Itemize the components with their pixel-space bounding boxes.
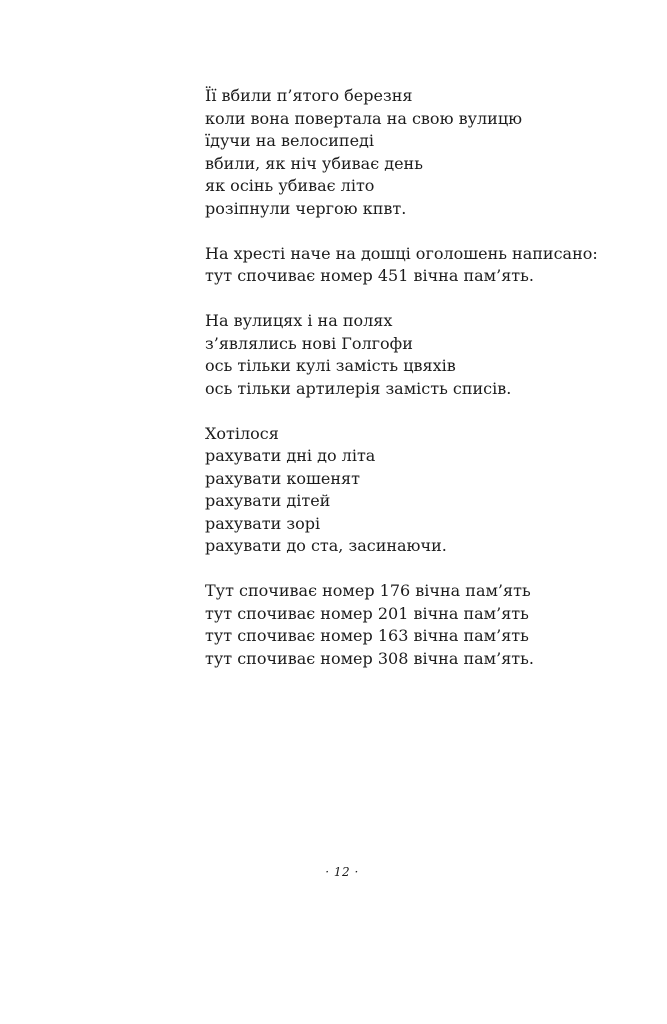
- stanza-1: [205, 85, 598, 220]
- poem-line: рахувати кошенят: [205, 468, 360, 488]
- poem-line: як осінь убиває літо: [205, 176, 375, 195]
- poem-line: ось тільки кулі замість цвяхів: [205, 356, 456, 375]
- poem-line: Її вбили п’ятого березня: [205, 86, 413, 105]
- poem-line: рахувати зорі: [205, 513, 321, 533]
- poem-line: На хресті наче на дошці оголошень написано:: [205, 243, 598, 263]
- poem-line: На вулицях і на полях: [205, 311, 393, 330]
- poem-line: рахувати дні до літа: [205, 446, 376, 465]
- poem-line: тут спочиває номер 163 вічна пам’ять: [205, 626, 529, 645]
- stanza-2: [205, 243, 598, 288]
- poem-line: тут спочиває номер 201 вічна пам’ять: [205, 603, 529, 623]
- poem-line: Тут спочиває номер 176 вічна пам’ять: [205, 581, 531, 600]
- poem-line: коли вона повертала на свою вулицю: [205, 108, 523, 128]
- page-number: · 12 ·: [325, 865, 359, 879]
- poem-line: ось тільки артилерія замість списів.: [205, 378, 512, 398]
- poem: [205, 85, 598, 670]
- poem-line: з’являлись нові Голгофи: [205, 333, 413, 353]
- poem-line: тут спочиває номер 451 вічна пам’ять.: [205, 266, 534, 285]
- poem-line: тут спочиває номер 308 вічна пам’ять.: [205, 648, 534, 668]
- stanza-5: [205, 580, 598, 670]
- poem-line: рахувати дітей: [205, 491, 331, 510]
- stanza-4: [205, 423, 598, 558]
- poem-line: Хотілося: [205, 423, 279, 443]
- poem-line: рахувати до ста, засинаючи.: [205, 536, 447, 555]
- stanza-3: [205, 310, 598, 400]
- poem-line: розіпнули чергою кпвт.: [205, 198, 407, 218]
- poem-line: їдучи на велосипеді: [205, 131, 374, 150]
- poem-line: вбили, як ніч убиває день: [205, 153, 423, 173]
